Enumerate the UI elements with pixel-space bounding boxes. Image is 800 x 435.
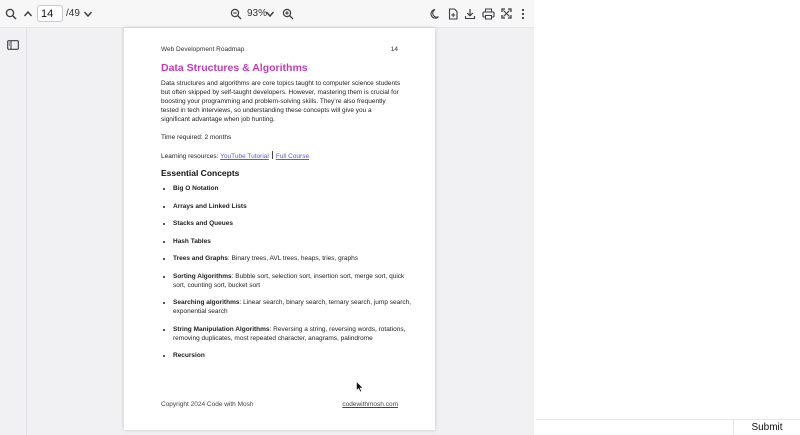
youtube-tutorial-link[interactable]: YouTube Tutorial <box>220 153 269 160</box>
more-options-icon[interactable] <box>516 4 530 23</box>
concepts-heading: Essential Concepts <box>161 168 240 178</box>
concept-title: String Manipulation Algorithms <box>173 325 270 333</box>
concept-desc: : Binary trees, AVL trees, heaps, tries, graphs <box>227 255 358 262</box>
next-page-icon[interactable] <box>80 4 96 23</box>
download-icon[interactable] <box>462 4 478 23</box>
full-course-link[interactable]: Full Course <box>275 153 310 160</box>
pdf-page <box>124 28 435 430</box>
zoom-dropdown-icon[interactable] <box>263 4 277 23</box>
mouse-cursor-icon <box>356 380 364 398</box>
document-properties-icon[interactable] <box>445 4 461 23</box>
page-number-input[interactable] <box>37 5 63 22</box>
list-item <box>173 325 413 343</box>
list-item <box>173 298 413 316</box>
concept-title: Big O Notation <box>173 185 219 192</box>
time-required: Time required: 2 months <box>161 134 232 141</box>
list-item <box>173 254 413 263</box>
list-item <box>173 272 413 290</box>
learning-resources <box>161 151 309 161</box>
concepts-list <box>161 184 413 369</box>
concept-title: Recursion <box>173 352 205 359</box>
learning-resources-label: Learning resources: <box>161 153 219 160</box>
list-item <box>173 219 413 228</box>
page-total: /49 <box>66 8 80 19</box>
link-separator <box>272 151 273 159</box>
concept-desc: : Reversing a string, reversing words, rotations, removing duplicates, most repeated character, anagrams, palindrome <box>173 325 406 342</box>
print-icon[interactable] <box>480 4 496 23</box>
pdf-toolbar <box>0 0 534 28</box>
concept-title: Hash Tables <box>173 237 211 245</box>
concept-title: Arrays and Linked Lists <box>173 202 247 210</box>
fullscreen-icon[interactable] <box>498 4 514 23</box>
page-header-number: 14 <box>390 46 398 53</box>
concept-title: Sorting Algorithms <box>173 272 232 280</box>
list-item <box>173 237 413 246</box>
concept-title: Stacks and Queues <box>173 220 233 227</box>
section-heading: Data Structures & Algorithms <box>161 62 308 74</box>
previous-page-icon[interactable] <box>20 4 36 23</box>
zoom-in-icon[interactable] <box>280 4 296 23</box>
sidebar-toggle-icon[interactable] <box>5 35 21 54</box>
footer-website-link[interactable]: codewithmosh.com <box>342 401 398 408</box>
list-item <box>173 351 413 360</box>
list-item <box>173 184 413 193</box>
intro-paragraph: Data structures and algorithms are core topics taught to computer science students but often skipped by self-taught developers. However, mastering them is crucial for boosting your programming and problem-solving skills. They’re also frequently tested in tech interviews, so understanding these concepts will give you a significant advantage when job hunting. <box>161 80 401 123</box>
concept-desc: : Bubble sort, selection sort, insertion sort, merge sort, quick sort, counting sort, bucket sort <box>173 272 405 289</box>
concept-title: Searching algorithms <box>173 299 240 306</box>
footer-copyright: Copyright 2024 Code with Mosh <box>161 401 254 408</box>
thumbnail-sidebar <box>0 28 27 435</box>
zoom-out-icon[interactable] <box>228 4 244 23</box>
page-header-title: Web Development Roadmap <box>161 46 245 53</box>
right-panel <box>534 0 800 435</box>
submit-button[interactable]: Submit <box>734 420 800 435</box>
list-item <box>173 202 413 211</box>
concept-desc: : Linear search, binary search, ternary search, jump search, exponential search <box>173 299 412 315</box>
dark-mode-icon[interactable] <box>428 4 444 23</box>
search-icon[interactable] <box>3 4 19 23</box>
zoom-level[interactable]: 93% <box>247 8 268 19</box>
concept-title: Trees and Graphs <box>173 255 228 262</box>
